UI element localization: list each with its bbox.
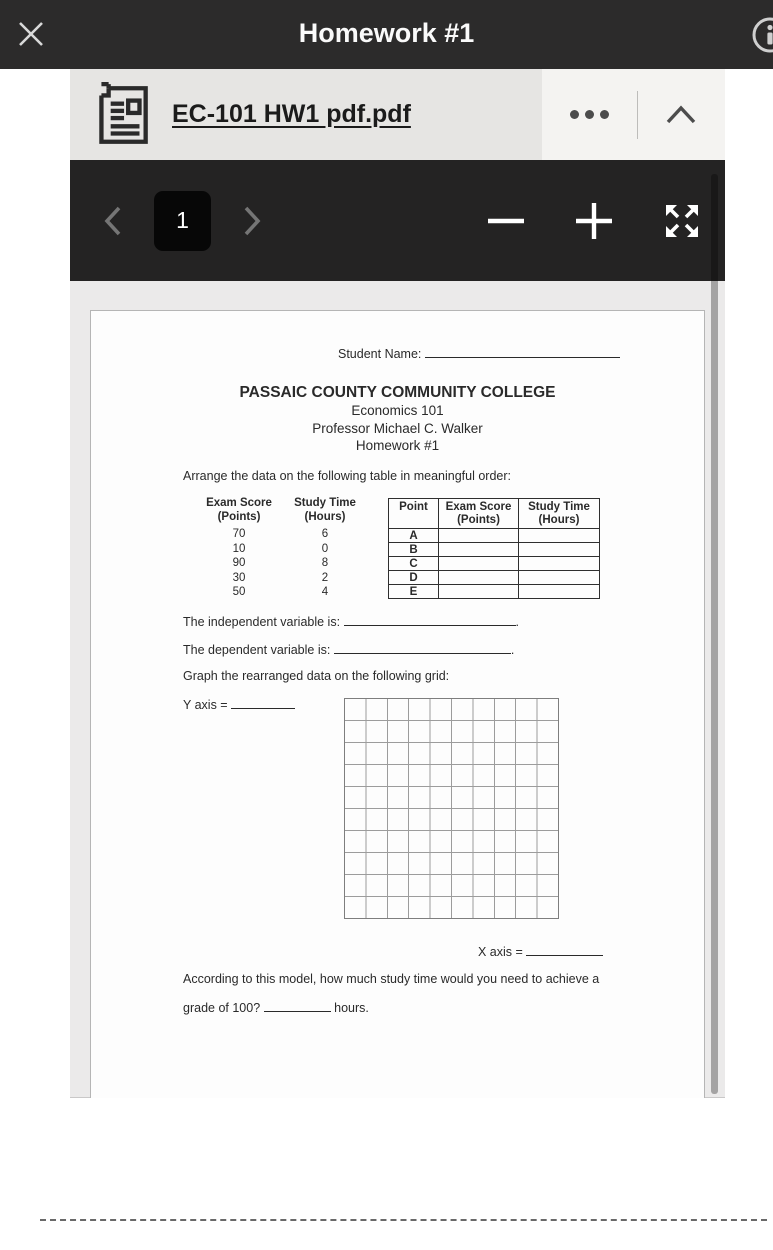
- study-time-value: 0: [321, 542, 329, 555]
- study-time-column-header: Study Time (Hours): [519, 499, 600, 529]
- dependent-variable-question: The dependent variable is: .: [183, 643, 515, 657]
- point-label: E: [389, 585, 439, 599]
- app-header: [0, 0, 773, 69]
- exam-score-value: 90: [232, 557, 246, 569]
- minus-icon: [487, 202, 525, 240]
- graph-instruction: Graph the rearranged data on the following grid:: [183, 669, 450, 683]
- student-name-line: [338, 346, 620, 362]
- page-number-input[interactable]: 1: [154, 191, 211, 251]
- bottom-dashed-divider: [40, 1219, 767, 1221]
- independent-variable-question: The independent variable is: .: [183, 615, 520, 629]
- fullscreen-button[interactable]: [663, 202, 701, 240]
- empty-cell: [519, 529, 600, 543]
- zoom-controls: [487, 160, 701, 281]
- plus-icon: [575, 202, 613, 240]
- exam-score-header: Exam Score (Points): [206, 497, 272, 523]
- student-name-label: Student Name:: [338, 347, 422, 361]
- collapse-button[interactable]: [661, 98, 701, 132]
- empty-cell: [519, 557, 600, 571]
- y-axis-blank: [231, 697, 295, 709]
- expand-arrows-icon: [663, 202, 701, 240]
- document-viewport[interactable]: [70, 281, 725, 1098]
- exam-score-value: 10: [232, 542, 246, 555]
- homework-title: Homework #1: [355, 438, 440, 453]
- zoom-in-button[interactable]: [575, 202, 613, 240]
- course-name: Economics 101: [351, 403, 444, 418]
- answer-table-header-row: [389, 499, 600, 529]
- independent-blank: [344, 614, 516, 626]
- point-label: A: [389, 529, 439, 543]
- point-label: B: [389, 543, 439, 557]
- answer-blank: [264, 1000, 331, 1012]
- college-name: PASSAIC COUNTY COMMUNITY COLLEGE: [239, 384, 556, 401]
- content-column: [70, 69, 725, 1098]
- table-row: [389, 557, 600, 571]
- arrange-instruction: Arrange the data on the following table in meaningful order:: [183, 469, 511, 483]
- final-question-line2: grade of 100? hours.: [183, 1001, 369, 1015]
- previous-page-button[interactable]: [100, 203, 126, 239]
- exam-score-value: 70: [232, 528, 246, 540]
- attachment-filename-link[interactable]: EC-101 HW1 pdf.pdf: [172, 100, 411, 128]
- info-icon: [750, 15, 773, 55]
- page-navigation: [100, 191, 265, 251]
- x-axis-blank: [526, 944, 603, 956]
- final-question-line1: According to this model, how much study time would you need to achieve a: [183, 972, 600, 986]
- study-time-value: 8: [321, 557, 329, 569]
- pdf-page: [90, 310, 705, 1098]
- document-heading: [91, 383, 704, 455]
- dependent-blank: [334, 642, 511, 654]
- graph-grid: [344, 698, 559, 919]
- source-data-table: [196, 497, 368, 600]
- chevron-left-icon: [100, 203, 126, 239]
- file-attachment-row: [70, 69, 725, 160]
- vertical-scrollbar[interactable]: [711, 174, 718, 1094]
- info-button[interactable]: [750, 15, 773, 55]
- empty-cell: [439, 529, 519, 543]
- x-axis-label-line: X axis =: [478, 944, 603, 960]
- table-row: [389, 543, 600, 557]
- exam-score-value: 50: [232, 586, 246, 598]
- point-label: C: [389, 557, 439, 571]
- student-name-blank: [425, 346, 620, 358]
- page-title: Homework #1: [298, 18, 475, 48]
- table-row: [389, 571, 600, 585]
- next-page-button[interactable]: [239, 203, 265, 239]
- study-time-value: 6: [321, 528, 329, 540]
- exam-score-value: 30: [232, 571, 246, 584]
- pdf-toolbar: [70, 160, 725, 281]
- zoom-out-button[interactable]: [487, 202, 525, 240]
- empty-cell: [439, 585, 519, 599]
- table-row: [389, 585, 600, 599]
- chevron-right-icon: [239, 203, 265, 239]
- attachment-actions: [542, 69, 725, 160]
- study-time-header: Study Time (Hours): [294, 497, 356, 523]
- point-label: D: [389, 571, 439, 585]
- chevron-up-icon: [661, 98, 701, 132]
- professor-name: Professor Michael C. Walker: [312, 420, 483, 436]
- vertical-divider: [637, 91, 638, 139]
- empty-cell: [439, 543, 519, 557]
- empty-cell: [439, 571, 519, 585]
- table-row: [389, 529, 600, 543]
- empty-cell: [519, 571, 600, 585]
- more-options-button[interactable]: [566, 100, 613, 129]
- empty-cell: [519, 585, 600, 599]
- y-axis-label-line: Y axis =: [183, 697, 295, 713]
- exam-score-column-header: Exam Score (Points): [439, 499, 519, 529]
- document-icon: [86, 79, 158, 151]
- empty-cell: [519, 543, 600, 557]
- study-time-value: 4: [321, 586, 329, 598]
- study-time-value: 2: [321, 571, 329, 584]
- answer-table: [388, 498, 600, 599]
- empty-cell: [439, 557, 519, 571]
- point-column-header: Point: [389, 499, 439, 529]
- three-dots-icon: [570, 110, 579, 119]
